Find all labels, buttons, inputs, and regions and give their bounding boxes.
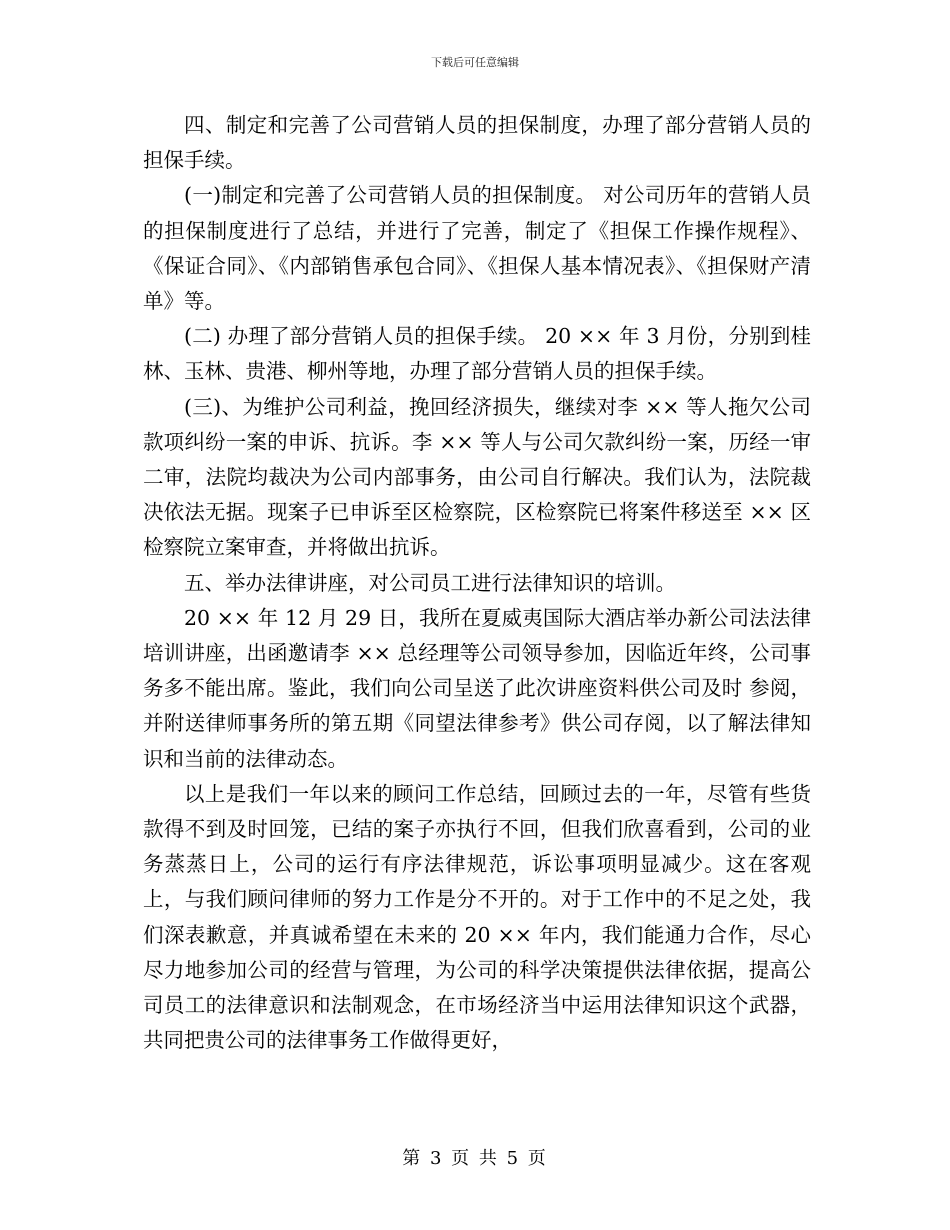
paragraph-item-three: (三)、为维护公司利益，挽回经济损失，继续对李 ×× 等人拖欠公司款项纠纷一案的申诉、抗诉。李 ×× 等人与公司欠款纠纷一案，历经一审二审，法院均裁决为公司内部事务，由公司自行解决。我们认为，法院裁决依法无据。现案子已申诉至区检察院，区检察院已将案件移送至 ×× 区检察院立案审查，并将做出抗诉。 xyxy=(143,394,811,560)
document-body xyxy=(143,108,811,1058)
paragraph-section-four: 四、制定和完善了公司营销人员的担保制度，办理了部分营销人员的担保手续。 xyxy=(143,113,811,173)
paragraph-section-five: 五、举办法律讲座，对公司员工进行法律知识的培训。 xyxy=(184,570,676,595)
paragraph-summary: 以上是我们一年以来的顾问工作总结，回顾过去的一年，尽管有些货款得不到及时回笼，已结的案子亦执行不回，但我们欣喜看到，公司的业务蒸蒸日上，公司的运行有序法律规范，诉讼事项明显减少。这在客观上，与我们顾问律师的努力工作是分不开的。对于工作中的不足之处，我们深表歉意，并真诚希望在未来的 20 ×× 年内，我们能通力合作，尽心尽力地参加公司的经营与管理，为公司的科学决策提供法律依据，提高公司员工的法律意识和法制观念，在市场经济当中运用法律知识这个武器，共同把贵公司的法律事务工作做得更好， xyxy=(143,781,811,1053)
page-number: 第 3 页 共 5 页 xyxy=(402,1148,548,1169)
header-note: 下载后可任意编辑 xyxy=(431,56,519,69)
paragraph-item-one: (一)制定和完善了公司营销人员的担保制度。 对公司历年的营销人员的担保制度进行了总结，并进行了完善，制定了《担保工作操作规程》、《保证合同》、《内部销售承包合同》、《担保人基本情况表》、《担保财产清单》等。 xyxy=(143,183,811,314)
paragraph-item-two: (二) 办理了部分营销人员的担保手续。 20 ×× 年 3 月份，分别到桂林、玉林、贵港、柳州等地，办理了部分营销人员的担保手续。 xyxy=(143,324,811,384)
paragraph-lecture: 20 ×× 年 12 月 29 日，我所在夏威夷国际大酒店举办新公司法法律培训讲座，出函邀请李 ×× 总经理等公司领导参加，因临近年终，公司事务多不能出席。鉴此，我们向公司呈送了此次讲座资料供公司及时 参阅，并附送律师事务所的第五期《同望法律参考》供公司存阅，以了解法律知识和当前的法律动态。 xyxy=(143,605,811,771)
